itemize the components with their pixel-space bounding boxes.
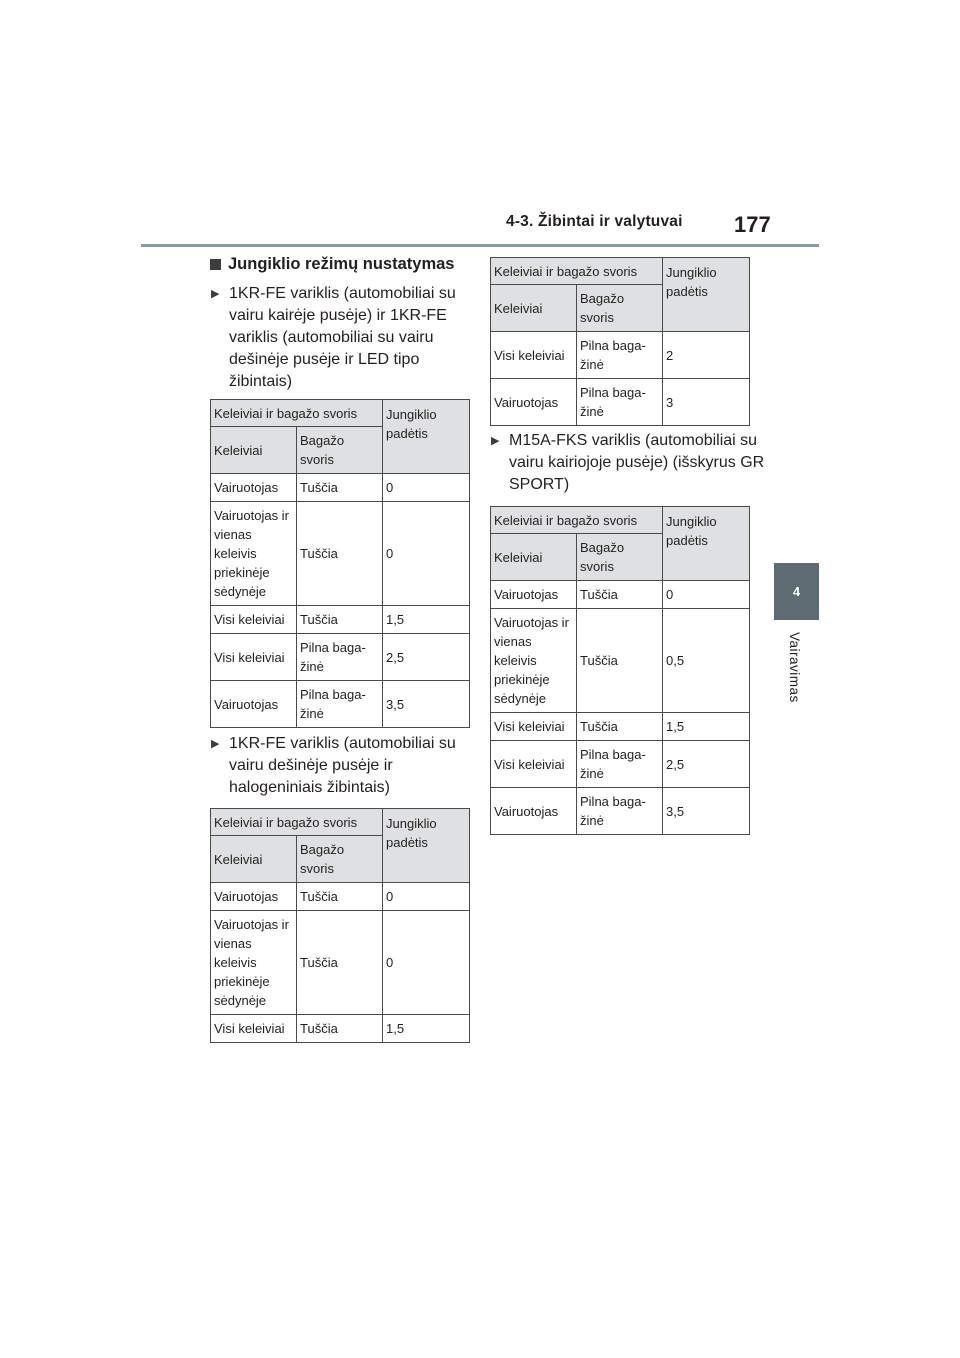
table-row <box>211 883 470 911</box>
bullet-text: 1KR-FE variklis (automobiliai su vairu dešinėje pusėje ir halogeniniais žibintais) <box>229 735 456 796</box>
table-cell: Tuščia <box>577 581 663 609</box>
header-cell: Jungiklio padėtis <box>663 258 750 332</box>
header-cell: Keleiviai <box>211 836 297 883</box>
table-cell: Pilna baga-žinė <box>297 634 383 681</box>
table-cell: 0,5 <box>663 609 750 713</box>
table-cell: Vairuotojas <box>491 788 577 835</box>
table-cell: 3,5 <box>663 788 750 835</box>
table-cell: 0 <box>383 502 470 606</box>
table-cell: Pilna baga-žinė <box>297 681 383 728</box>
table-cell: 1,5 <box>383 1015 470 1043</box>
header-cell: Keleiviai ir bagažo svoris <box>491 507 663 534</box>
table-row <box>211 502 470 606</box>
table-cell: Visi keleiviai <box>491 741 577 788</box>
table-cell: 1,5 <box>383 606 470 634</box>
table-cell: Visi keleiviai <box>211 634 297 681</box>
header-cell: Bagažo svoris <box>297 427 383 474</box>
table-cell: Pilna baga-žinė <box>577 741 663 788</box>
bullet-text: 1KR-FE variklis (automobiliai su vairu kairėje pusėje) ir 1KR-FE variklis (automobiliai su vairu dešinėje pusėje ir LED tipo žibintais) <box>229 285 456 390</box>
table-row <box>491 609 750 713</box>
table-cell: 1,5 <box>663 713 750 741</box>
table-row <box>491 332 750 379</box>
header-cell: Keleiviai ir bagažo svoris <box>211 400 383 427</box>
bullet-item <box>491 430 769 496</box>
header-cell: Jungiklio padėtis <box>663 507 750 581</box>
table-cell: Tuščia <box>297 1015 383 1043</box>
header-divider <box>141 244 819 247</box>
table-cell: Pilna baga-žinė <box>577 788 663 835</box>
chapter-tab <box>774 563 819 620</box>
table-cell: Vairuotojas <box>211 681 297 728</box>
switch-position-table <box>210 399 470 728</box>
header-cell: Bagažo svoris <box>577 534 663 581</box>
table-cell: 0 <box>383 474 470 502</box>
table-cell: 2 <box>663 332 750 379</box>
section-heading <box>210 255 454 274</box>
square-bullet-icon <box>210 259 221 270</box>
table-cell: 3 <box>663 379 750 426</box>
table-row <box>211 681 470 728</box>
switch-position-table <box>490 257 750 426</box>
switch-position-table <box>490 506 750 835</box>
table-cell: Tuščia <box>297 474 383 502</box>
header-cell: Keleiviai ir bagažo svoris <box>491 258 663 285</box>
bullet-text: M15A-FKS variklis (automobiliai su vairu kairiojoje pusėje) (išskyrus GR SPORT) <box>509 432 765 493</box>
table-row <box>211 606 470 634</box>
table-cell: Vairuotojas <box>211 474 297 502</box>
header-cell: Bagažo svoris <box>577 285 663 332</box>
table-cell: Tuščia <box>297 883 383 911</box>
header-cell: Keleiviai <box>491 534 577 581</box>
table-cell: 0 <box>383 911 470 1015</box>
table-cell: Pilna baga-žinė <box>577 332 663 379</box>
header-cell: Jungiklio padėtis <box>383 809 470 883</box>
table-row <box>211 1015 470 1043</box>
table-cell: 3,5 <box>383 681 470 728</box>
table-row <box>491 713 750 741</box>
table-cell: Visi keleiviai <box>491 713 577 741</box>
table-cell: Vairuotojas ir vienas keleivis priekinėje sėdynėje <box>491 609 577 713</box>
table-cell: Visi keleiviai <box>211 606 297 634</box>
table-cell: 0 <box>663 581 750 609</box>
header-cell: Jungiklio padėtis <box>383 400 470 474</box>
table-cell: Vairuotojas <box>491 581 577 609</box>
table-cell: Vairuotojas ir vienas keleivis priekinėje sėdynėje <box>211 911 297 1015</box>
table-cell: Visi keleiviai <box>211 1015 297 1043</box>
triangle-bullet-icon: ▶ <box>211 288 220 300</box>
bullet-item <box>211 733 484 799</box>
table-cell: 2,5 <box>663 741 750 788</box>
table-cell: Visi keleiviai <box>491 332 577 379</box>
table-cell: Tuščia <box>577 713 663 741</box>
table-cell: 0 <box>383 883 470 911</box>
table-row <box>211 634 470 681</box>
table-cell: Tuščia <box>297 502 383 606</box>
table-cell: Tuščia <box>577 609 663 713</box>
section-title: 4-3. Žibintai ir valytuvai <box>506 213 683 230</box>
triangle-bullet-icon: ▶ <box>211 738 220 750</box>
table-cell: Vairuotojas ir vienas keleivis priekinėje sėdynėje <box>211 502 297 606</box>
chapter-number: 4 <box>792 584 801 599</box>
table-cell: Tuščia <box>297 911 383 1015</box>
table-row <box>211 911 470 1015</box>
header-cell: Bagažo svoris <box>297 836 383 883</box>
table-row <box>211 474 470 502</box>
page-number: 177 <box>734 212 771 237</box>
table-row <box>491 581 750 609</box>
table-cell: 2,5 <box>383 634 470 681</box>
table-cell: Tuščia <box>297 606 383 634</box>
chapter-label: Vairavimas <box>787 632 802 703</box>
table-row <box>491 741 750 788</box>
triangle-bullet-icon: ▶ <box>491 435 500 447</box>
bullet-item <box>211 283 484 393</box>
table-cell: Vairuotojas <box>211 883 297 911</box>
header-cell: Keleiviai <box>491 285 577 332</box>
switch-position-table <box>210 808 470 1043</box>
header-cell: Keleiviai ir bagažo svoris <box>211 809 383 836</box>
table-cell: Pilna baga-žinė <box>577 379 663 426</box>
table-row <box>491 379 750 426</box>
table-cell: Vairuotojas <box>491 379 577 426</box>
table-row <box>491 788 750 835</box>
heading-text: Jungiklio režimų nustatymas <box>228 255 455 273</box>
header-cell: Keleiviai <box>211 427 297 474</box>
